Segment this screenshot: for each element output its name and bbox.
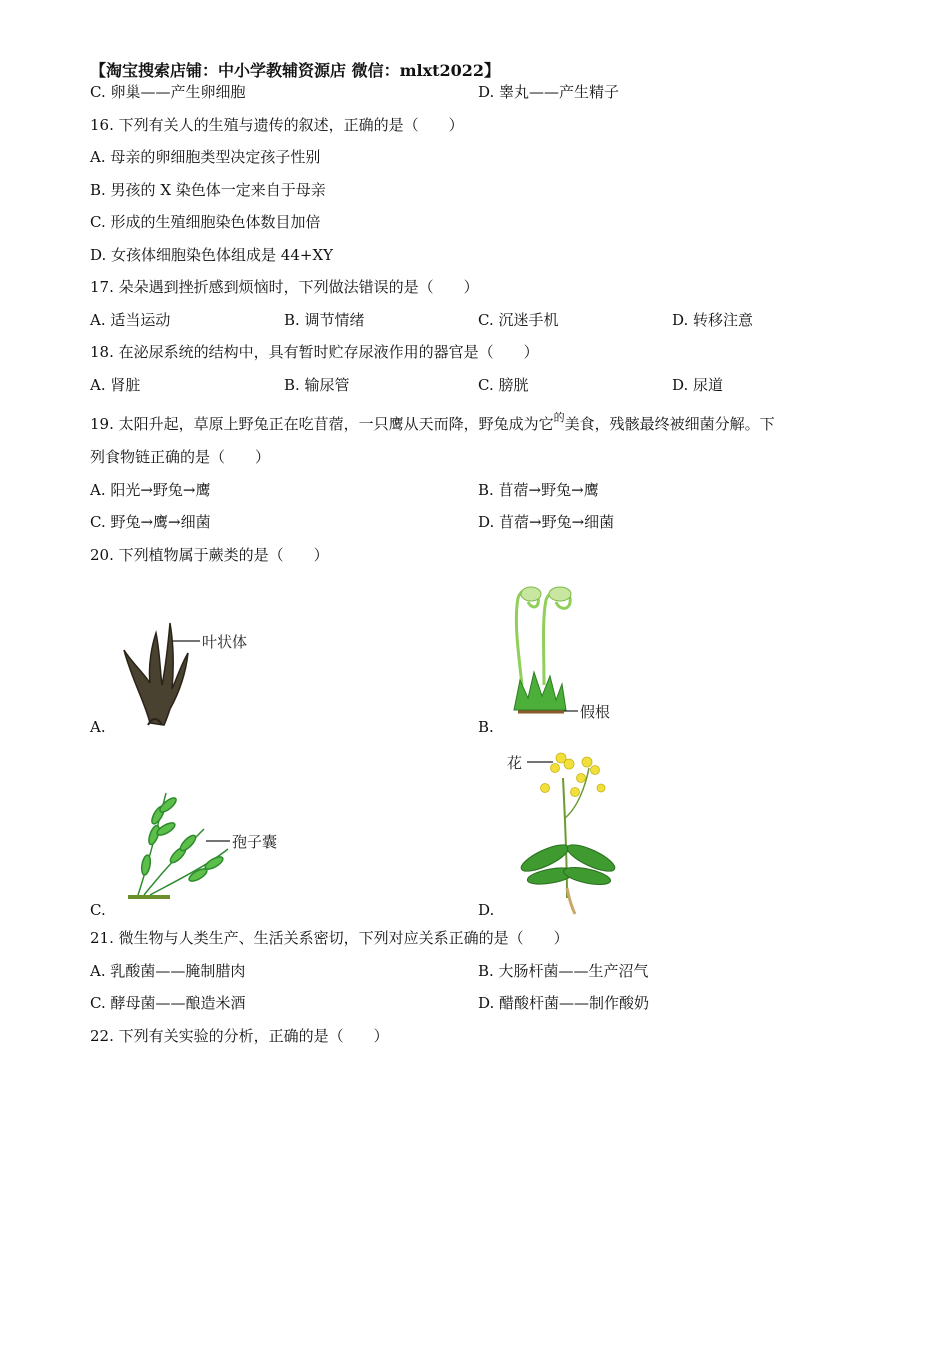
moss-capsule-right bbox=[549, 587, 571, 601]
q17-option-b: B. 调节情绪 bbox=[284, 311, 365, 329]
q19-stem-sup: 的 bbox=[553, 411, 565, 424]
plant-root bbox=[567, 888, 575, 914]
q16-option-c: C. 形成的生殖细胞染色体数目加倍 bbox=[90, 213, 321, 231]
q19-option-a: A. 阳光→野兔→鹰 bbox=[90, 481, 211, 499]
q21-option-b: B. 大肠杆菌——生产沼气 bbox=[478, 962, 649, 980]
q19-option-d: D. 苜蓿→野兔→细菌 bbox=[478, 513, 615, 531]
q15-option-d: D. 睾丸——产生精子 bbox=[478, 83, 620, 101]
q21-option-c: C. 酵母菌——酿造米酒 bbox=[90, 994, 246, 1012]
q21-option-d: D. 醋酸杆菌——制作酸奶 bbox=[478, 994, 650, 1012]
q20-option-d: D. bbox=[478, 901, 495, 919]
q16-option-b: B. 男孩的 X 染色体一定来自于母亲 bbox=[90, 181, 326, 199]
q18-option-b: B. 输尿管 bbox=[284, 376, 350, 394]
q17-stem: 17. 朵朵遇到挫折感到烦恼时，下列做法错误的是（ ） bbox=[90, 278, 479, 296]
q20-option-c: C. bbox=[90, 901, 106, 919]
q21-option-a: A. 乳酸菌——腌制腊肉 bbox=[90, 962, 246, 980]
flower-cluster bbox=[541, 753, 606, 797]
label-thallus: 叶状体 bbox=[202, 633, 248, 651]
q19-stem-part2: 美食，残骸最终被细菌分解。下 bbox=[564, 415, 775, 433]
q15-option-c: C. 卵巢——产生卵细胞 bbox=[90, 83, 246, 101]
moss-stalk-left bbox=[516, 589, 538, 685]
q19-stem-part1: 19. 太阳升起，草原上野兔正在吃苜蓿，一只鹰从天而降，野兔成为它 bbox=[90, 415, 554, 433]
moss-capsule-left bbox=[521, 587, 541, 601]
q19-stem-line2: 列食物链正确的是（ ） bbox=[90, 448, 271, 466]
q18-option-c: C. 膀胱 bbox=[478, 376, 529, 394]
q16-option-a: A. 母亲的卵细胞类型决定孩子性别 bbox=[90, 148, 321, 166]
figure-b-moss bbox=[500, 580, 640, 725]
q20-option-b: B. bbox=[478, 718, 494, 736]
q19-option-b: B. 苜蓿→野兔→鹰 bbox=[478, 481, 599, 499]
label-rhizoid: 假根 bbox=[580, 703, 611, 721]
figure-d-flowering-plant bbox=[505, 748, 635, 916]
q17-option-c: C. 沉迷手机 bbox=[478, 311, 559, 329]
moss-stalk-right bbox=[544, 591, 571, 685]
q20-option-a: A. bbox=[90, 718, 106, 736]
q17-option-d: D. 转移注意 bbox=[672, 311, 754, 329]
q18-stem: 18. 在泌尿系统的结构中，具有暂时贮存尿液作用的器官是（ ） bbox=[90, 343, 539, 361]
q21-stem: 21. 微生物与人类生产、生活关系密切，下列对应关系正确的是（ ） bbox=[90, 929, 569, 947]
q18-option-d: D. 尿道 bbox=[672, 376, 724, 394]
q22-stem: 22. 下列有关实验的分析，正确的是（ ） bbox=[90, 1027, 389, 1045]
plant-leaves bbox=[518, 840, 618, 888]
fern-fronds bbox=[138, 793, 228, 895]
figure-c-fern bbox=[118, 785, 298, 905]
q18-option-a: A. 肾脏 bbox=[90, 376, 141, 394]
q16-option-d: D. 女孩体细胞染色体组成是 44+XY bbox=[90, 246, 334, 264]
q17-option-a: A. 适当运动 bbox=[90, 311, 171, 329]
label-flower: 花 bbox=[507, 754, 523, 772]
q19-stem-line1 bbox=[90, 411, 775, 436]
q16-stem: 16. 下列有关人的生殖与遗传的叙述，正确的是（ ） bbox=[90, 116, 464, 134]
thallus-shape bbox=[124, 623, 188, 725]
label-sporangia: 孢子囊 bbox=[232, 833, 278, 851]
watermark-header: 【淘宝搜索店铺：中小学教辅资源店 微信：mlxt2022】 bbox=[90, 61, 501, 80]
q20-stem: 20. 下列植物属于蕨类的是（ ） bbox=[90, 546, 329, 564]
figure-a-thallus bbox=[112, 605, 262, 730]
q19-option-c: C. 野兔→鹰→细菌 bbox=[90, 513, 211, 531]
